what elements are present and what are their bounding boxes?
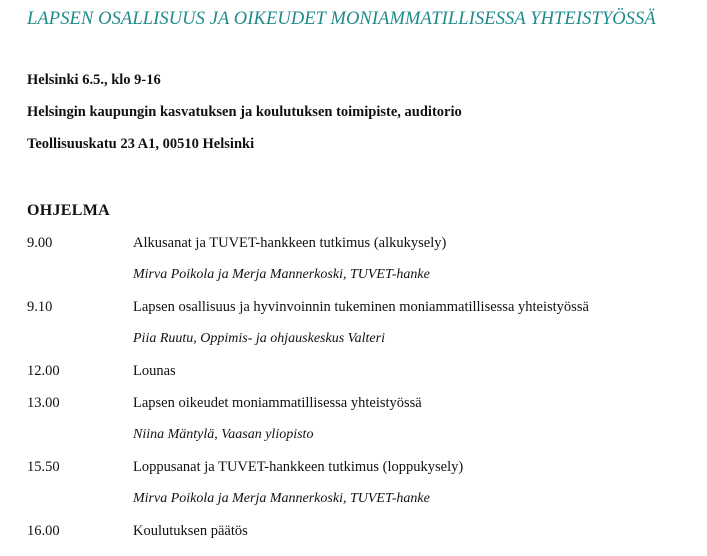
program-speaker: Niina Mäntylä, Vaasan yliopisto xyxy=(133,427,314,442)
program-speaker: Mirva Poikola ja Merja Mannerkoski, TUVET-hanke xyxy=(133,491,430,506)
program-title: Loppusanat ja TUVET-hankkeen tutkimus (loppukysely) xyxy=(133,459,464,475)
program-item xyxy=(0,235,707,255)
event-date-time: Helsinki 6.5., klo 9-16 xyxy=(27,72,161,88)
program-time: 9.10 xyxy=(27,299,53,315)
program-time: 15.50 xyxy=(27,459,60,475)
program-title: Lapsen oikeudet moniammatillisessa yhteistyössä xyxy=(133,395,422,411)
program-speaker: Piia Ruutu, Oppimis- ja ohjauskeskus Valteri xyxy=(133,331,385,346)
program-speaker-row xyxy=(0,331,707,351)
program-item xyxy=(0,459,707,479)
program-title: Alkusanat ja TUVET-hankkeen tutkimus (alkukysely) xyxy=(133,235,447,251)
program-item xyxy=(0,523,707,543)
program-item xyxy=(0,395,707,415)
program-item xyxy=(0,363,707,383)
program-item xyxy=(0,299,707,319)
program-title: Lounas xyxy=(133,363,176,379)
program-heading: OHJELMA xyxy=(27,202,110,219)
program-title: Lapsen osallisuus ja hyvinvoinnin tukeminen moniammatillisessa yhteistyössä xyxy=(133,299,589,315)
program-time: 16.00 xyxy=(27,523,60,539)
program-title: Koulutuksen päätös xyxy=(133,523,248,539)
program-speaker-row xyxy=(0,427,707,447)
program-time: 9.00 xyxy=(27,235,53,251)
program-speaker-row xyxy=(0,491,707,511)
event-venue: Helsingin kaupungin kasvatuksen ja koulutuksen toimipiste, auditorio xyxy=(27,104,462,120)
program-speaker-row xyxy=(0,267,707,287)
program-speaker: Mirva Poikola ja Merja Mannerkoski, TUVET-hanke xyxy=(133,267,430,282)
event-address: Teollisuuskatu 23 A1, 00510 Helsinki xyxy=(27,136,255,152)
document-title: LAPSEN OSALLISUUS JA OIKEUDET MONIAMMATILLISESSA YHTEISTYÖSSÄ xyxy=(27,9,656,29)
program-time: 12.00 xyxy=(27,363,60,379)
program-time: 13.00 xyxy=(27,395,60,411)
